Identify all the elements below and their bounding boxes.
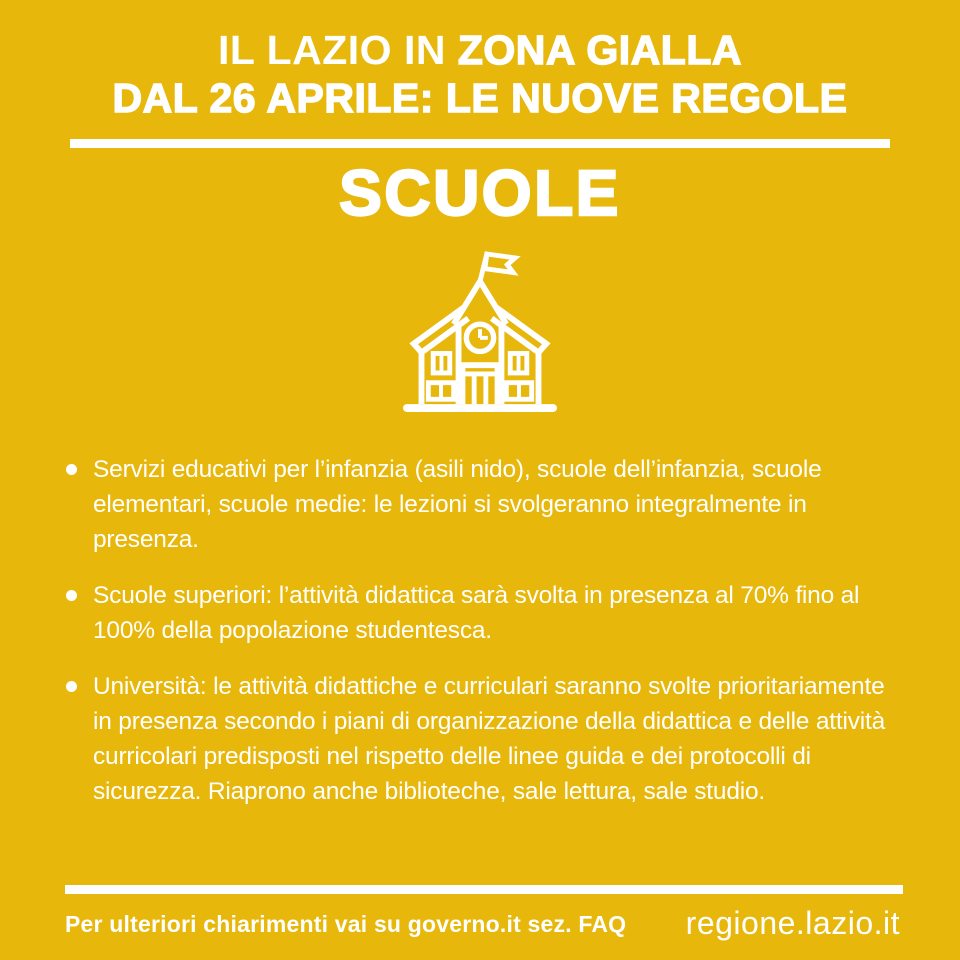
page-title-line2: DAL 26 APRILE: LE NUOVE REGOLE xyxy=(112,75,848,121)
school-building-icon xyxy=(402,246,558,418)
footer-divider xyxy=(65,885,903,894)
footer-website: regione.lazio.it xyxy=(685,905,900,941)
rule-text: Università: le attività didattiche e curriculari saranno svolte prioritariamente in presenza secondo i piani di organizzazione della didattica e delle attività curricolari predisposti nel rispetto delle linee guida e dei protocolli di sicurezza. Riaprono anche biblioteche, sale lettura, sale studio. xyxy=(93,673,886,805)
page-title-line1-bold: ZONA GIALLA xyxy=(457,27,742,73)
page-title-line1-regular: IL LAZIO IN xyxy=(218,27,458,73)
header-divider xyxy=(70,139,890,148)
page-title xyxy=(0,0,960,122)
list-item xyxy=(66,669,902,809)
rule-text: Scuole superiori: l’attività didattica sarà svolta in presenza al 70% fino al 100% della popolazione studentesca. xyxy=(93,582,860,644)
section-title: SCUOLE xyxy=(339,157,621,229)
bullet-icon xyxy=(66,464,77,475)
page-title-line1 xyxy=(0,26,960,74)
list-item xyxy=(66,452,902,557)
bullet-icon xyxy=(66,681,77,692)
school-icon xyxy=(0,246,960,418)
footer-note: Per ulteriori chiarimenti vai su governo.it sez. FAQ xyxy=(65,911,627,937)
rule-text: Servizi educativi per l’infanzia (asili nido), scuole dell’infanzia, scuole elementari, scuole medie: le lezioni si svolgeranno integralmente in presenza. xyxy=(93,456,822,553)
rules-list xyxy=(66,452,902,809)
bullet-icon xyxy=(66,590,77,601)
list-item xyxy=(66,578,902,648)
